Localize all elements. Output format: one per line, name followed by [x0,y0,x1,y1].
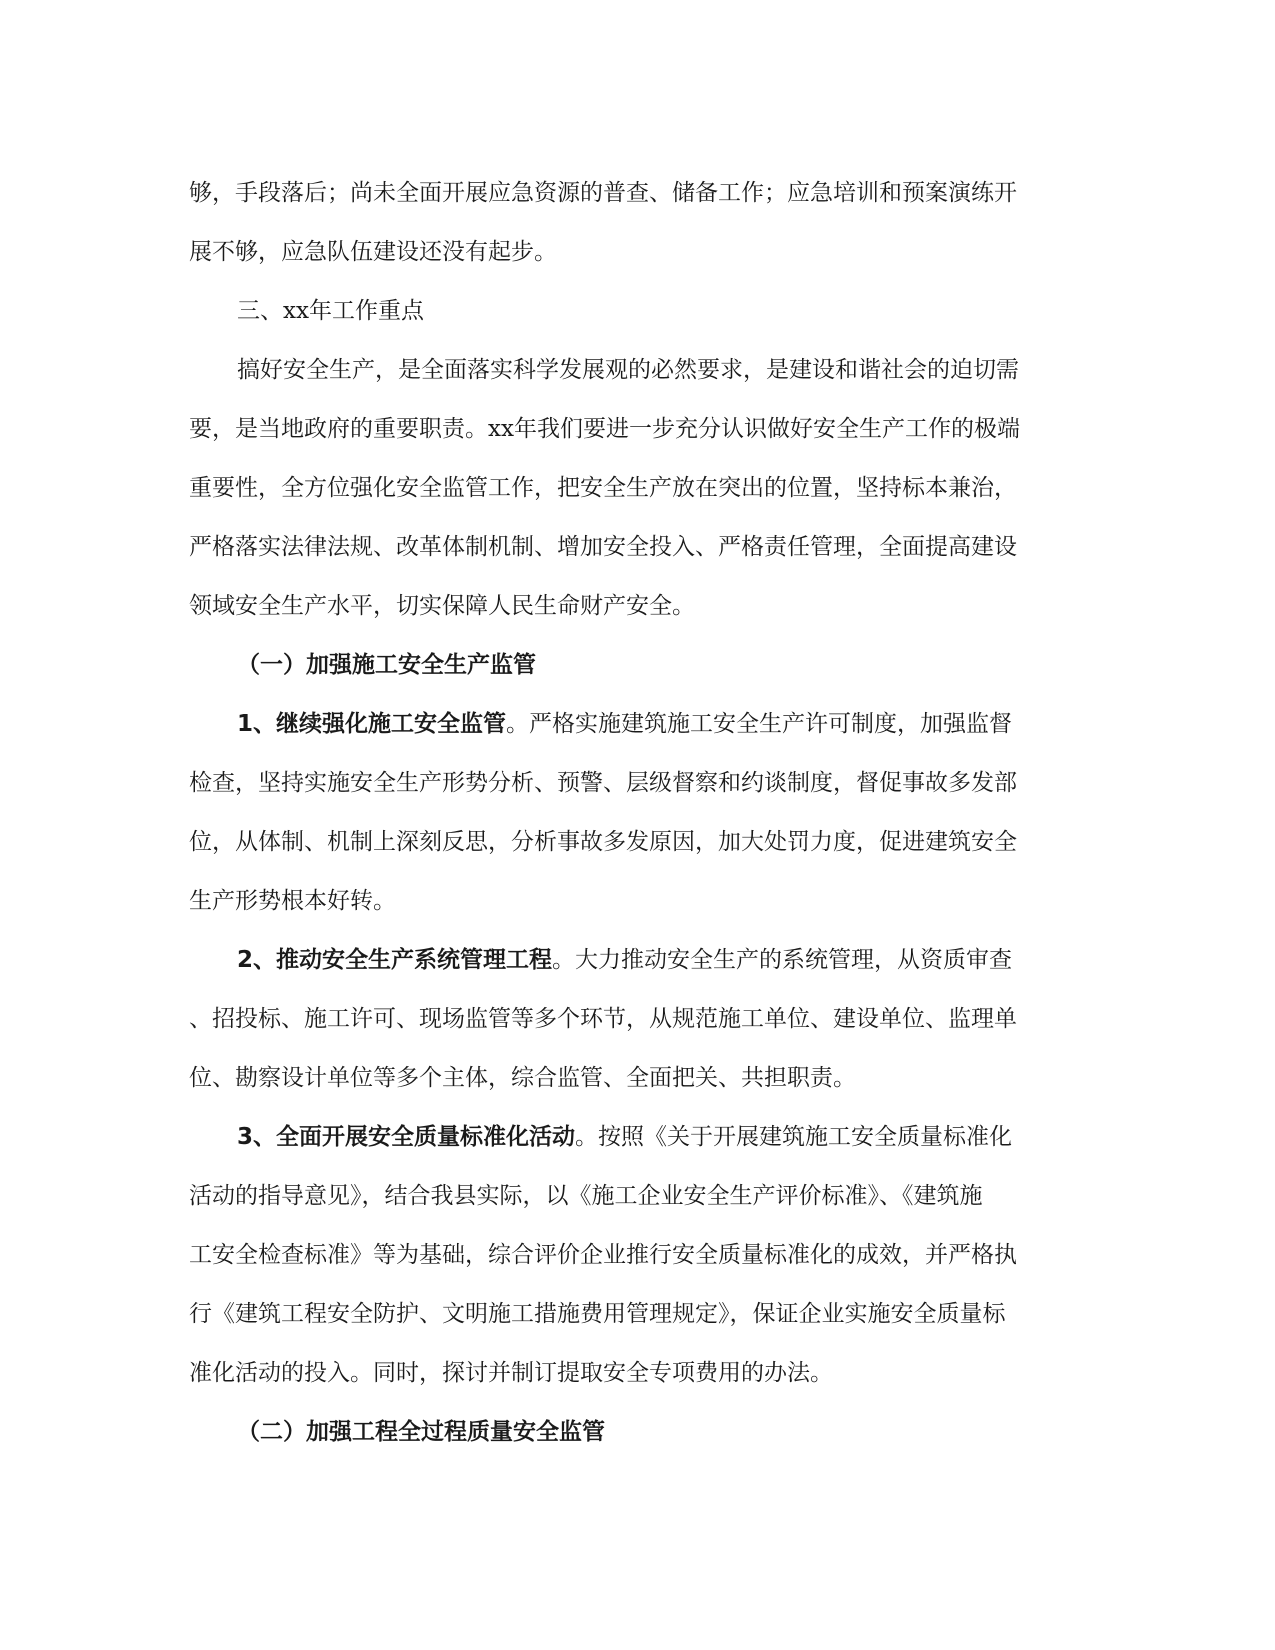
paragraph-line: 要，是当地政府的重要职责。xx年我们要进一步充分认识做好安全生产工作的极端 [189,416,1020,442]
item-text: 。按照《关于开展建筑施工安全质量标准化 [575,1124,1013,1150]
paragraph-line: 搞好安全生产，是全面落实科学发展观的必然要求，是建设和谐社会的迫切需 [237,357,1019,383]
paragraph-line: 活动的指导意见》，结合我县实际，以《施工企业安全生产评价标准》、《建筑施 [189,1183,983,1209]
paragraph-line: 、招投标、施工许可、现场监管等多个环节，从规范施工单位、建设单位、监理单 [189,1006,1017,1032]
paragraph-line: 工安全检查标准》等为基础，综合评价企业推行安全质量标准化的成效，并严格执 [189,1242,1017,1268]
paragraph-line: 够，手段落后；尚未全面开展应急资源的普查、储备工作；应急培训和预案演练开 [189,180,1017,206]
item-text: 。大力推动安全生产的系统管理，从资质审查 [552,947,1013,973]
paragraph-line: 展不够，应急队伍建设还没有起步。 [189,239,557,265]
paragraph-line: 检查，坚持实施安全生产形势分析、预警、层级督察和约谈制度，督促事故多发部 [189,770,1017,796]
item-title: 1、继续强化施工安全监管 [237,711,507,737]
item-title: 2、推动安全生产系统管理工程 [237,947,553,973]
paragraph-line [189,695,1089,754]
paragraph-line: 行《建筑工程安全防护、文明施工措施费用管理规定》，保证企业实施安全质量标 [189,1301,1006,1327]
paragraph-line [189,931,1089,990]
paragraph-line: 生产形势根本好转。 [189,888,396,914]
paragraph-line: 领域安全生产水平，切实保障人民生命财产安全。 [189,593,695,619]
paragraph-line [189,1108,1089,1167]
paragraph-line: 位，从体制、机制上深刻反思，分析事故多发原因，加大处罚力度，促进建筑安全 [189,829,1017,855]
paragraph-line: 严格落实法律法规、改革体制机制、增加安全投入、严格责任管理，全面提高建设 [189,534,1017,560]
subsection-heading: （一）加强施工安全生产监管 [237,652,536,678]
item-title: 3、全面开展安全质量标准化活动 [237,1124,576,1150]
paragraph-line: 位、勘察设计单位等多个主体，综合监管、全面把关、共担职责。 [189,1065,856,1091]
subsection-heading: （二）加强工程全过程质量安全监管 [237,1419,605,1445]
paragraph-line: 重要性，全方位强化安全监管工作，把安全生产放在突出的位置，坚持标本兼治， [189,475,1017,501]
paragraph-line: 准化活动的投入。同时，探讨并制订提取安全专项费用的办法。 [189,1360,833,1386]
item-text: 。严格实施建筑施工安全生产许可制度，加强监督 [506,711,1013,737]
section-heading: 三、xx年工作重点 [237,298,424,324]
document-body [189,164,1089,1462]
